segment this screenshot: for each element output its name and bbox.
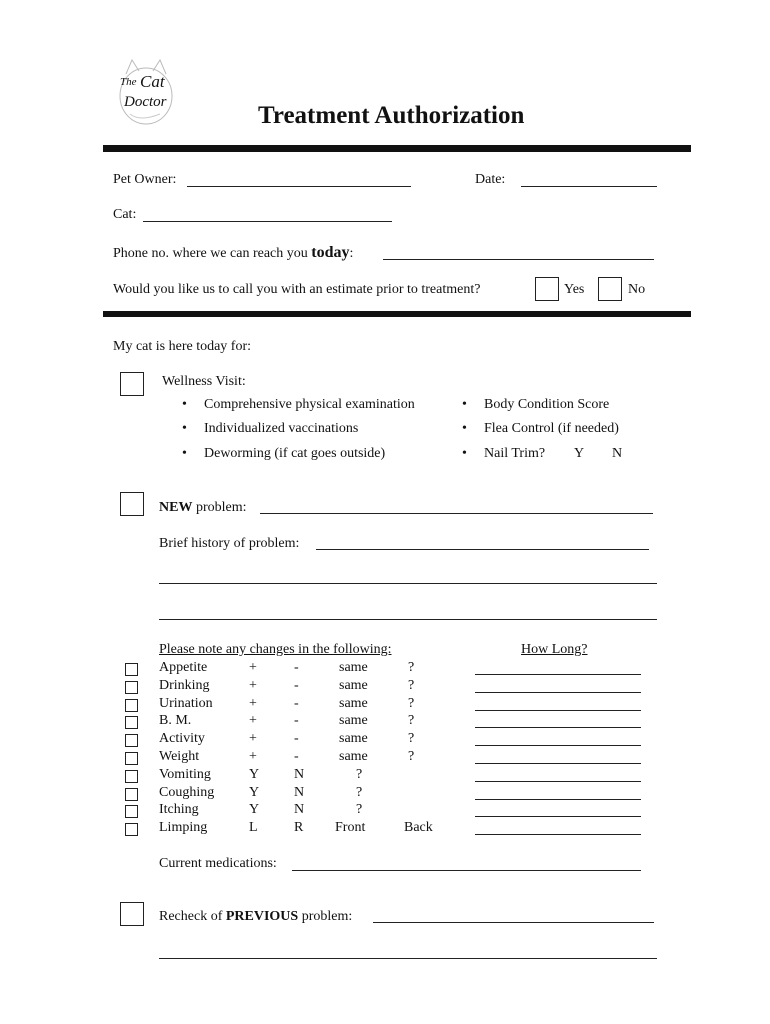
symptom-checkbox[interactable]: [125, 805, 138, 818]
symptom-name: Itching: [159, 802, 199, 818]
symptom-option-b: -: [294, 731, 299, 747]
history-field-line-3[interactable]: [159, 619, 657, 620]
symptom-name: Drinking: [159, 677, 210, 693]
symptom-option-a: +: [249, 713, 257, 729]
top-rule: [103, 145, 691, 152]
symptom-checkbox[interactable]: [125, 752, 138, 765]
phone-field[interactable]: [383, 259, 654, 260]
symptom-checkbox[interactable]: [125, 823, 138, 836]
wellness-item: • Flea Control (if needed): [484, 421, 619, 437]
symptom-checkbox[interactable]: [125, 663, 138, 676]
logo-word-cat: Cat: [140, 72, 165, 91]
symptom-option-a: +: [249, 731, 257, 747]
cat-label: Cat:: [113, 207, 137, 222]
symptom-option-d: ?: [408, 695, 415, 711]
medications-field[interactable]: [292, 870, 641, 871]
logo-word-the: The: [120, 76, 137, 88]
recheck-field[interactable]: [373, 922, 654, 923]
changes-heading: Please note any changes in the following:: [159, 642, 392, 657]
symptom-checkbox[interactable]: [125, 699, 138, 712]
recheck-field-line-2[interactable]: [159, 958, 657, 959]
estimate-yes-label: Yes: [564, 282, 585, 297]
symptom-option-c: Front: [335, 820, 366, 836]
symptom-option-a: +: [249, 695, 257, 711]
how-long-field[interactable]: [475, 727, 641, 728]
recheck-prefix: Recheck of: [159, 909, 226, 924]
new-problem-bold: NEW: [159, 500, 193, 515]
pet-owner-field[interactable]: [187, 186, 411, 187]
history-field[interactable]: [316, 549, 649, 550]
cat-doctor-logo: [112, 54, 178, 128]
symptom-option-d: ?: [408, 677, 415, 693]
symptom-option-b: -: [294, 713, 299, 729]
date-field[interactable]: [521, 186, 657, 187]
how-long-field[interactable]: [475, 674, 641, 675]
date-label: Date:: [475, 172, 506, 187]
symptom-option-d: ?: [408, 713, 415, 729]
symptom-checkbox[interactable]: [125, 788, 138, 801]
symptom-option-d: Back: [404, 820, 433, 836]
symptom-option-c: same: [339, 677, 368, 693]
how-long-field[interactable]: [475, 710, 641, 711]
phone-label-prefix: Phone no. where we can reach you: [113, 246, 312, 261]
how-long-field[interactable]: [475, 816, 641, 817]
symptom-name: Coughing: [159, 784, 215, 800]
recheck-bold: PREVIOUS: [225, 909, 299, 924]
how-long-field[interactable]: [475, 692, 641, 693]
symptom-checkbox[interactable]: [125, 716, 138, 729]
symptom-option-b: N: [294, 802, 305, 818]
symptom-option-a: +: [249, 749, 257, 764]
how-long-field[interactable]: [475, 763, 641, 764]
logo-word-doctor: Doctor: [124, 94, 167, 110]
phone-label-suffix: :: [349, 246, 354, 261]
symptom-option-b: R: [294, 820, 304, 836]
medications-label: Current medications:: [159, 856, 277, 871]
symptom-option-a: Y: [249, 766, 260, 782]
wellness-item: • Body Condition Score: [484, 397, 609, 413]
nail-trim-no: N: [612, 446, 623, 461]
wellness-label: Wellness Visit:: [162, 374, 246, 389]
history-field-line-2[interactable]: [159, 583, 657, 584]
pet-owner-label: Pet Owner:: [113, 172, 177, 187]
cat-field[interactable]: [143, 221, 392, 222]
how-long-field[interactable]: [475, 745, 641, 746]
estimate-yes-checkbox[interactable]: [535, 277, 559, 301]
symptom-option-a: L: [249, 820, 258, 836]
symptom-option-d: ?: [408, 660, 415, 675]
symptom-option-d: ?: [408, 749, 415, 764]
symptom-name: B. M.: [159, 713, 192, 729]
symptom-option-c: ?: [356, 784, 363, 800]
recheck-label: [159, 909, 352, 925]
history-label: Brief history of problem:: [159, 536, 300, 551]
nail-trim-yes: Y: [574, 446, 585, 461]
symptom-option-c: same: [339, 749, 368, 764]
estimate-no-checkbox[interactable]: [598, 277, 622, 301]
how-long-field[interactable]: [475, 781, 641, 782]
symptom-option-b: N: [294, 766, 305, 782]
page-title: Treatment Authorization: [258, 102, 525, 129]
symptom-name: Weight: [159, 749, 200, 764]
phone-label: [113, 244, 353, 262]
how-long-field[interactable]: [475, 799, 641, 800]
symptom-checkbox[interactable]: [125, 734, 138, 747]
middle-rule: [103, 311, 691, 317]
symptom-option-b: -: [294, 677, 299, 693]
wellness-item: • Comprehensive physical examination: [204, 397, 415, 413]
new-problem-label: [159, 500, 247, 516]
symptom-option-a: +: [249, 677, 257, 693]
symptom-checkbox[interactable]: [125, 681, 138, 694]
new-problem-field[interactable]: [260, 513, 653, 514]
symptom-option-b: N: [294, 784, 305, 800]
symptom-name: Limping: [159, 820, 208, 836]
how-long-heading: How Long?: [521, 642, 588, 657]
reason-label: My cat is here today for:: [113, 339, 252, 354]
symptom-option-b: -: [294, 695, 299, 711]
wellness-checkbox[interactable]: [120, 372, 144, 396]
symptom-option-c: same: [339, 695, 368, 711]
symptom-option-c: same: [339, 731, 368, 747]
new-problem-checkbox[interactable]: [120, 492, 144, 516]
estimate-no-label: No: [628, 282, 646, 297]
symptom-checkbox[interactable]: [125, 770, 138, 783]
symptom-name: Vomiting: [159, 766, 211, 782]
symptom-option-a: Y: [249, 802, 260, 818]
symptom-option-c: ?: [356, 766, 363, 782]
symptom-option-c: ?: [356, 802, 363, 818]
symptom-name: Activity: [159, 731, 205, 747]
phone-label-today: today: [311, 244, 350, 261]
estimate-question: Would you like us to call you with an estimate prior to treatment?: [113, 282, 481, 297]
how-long-field[interactable]: [475, 834, 641, 835]
symptom-option-a: +: [249, 660, 257, 675]
symptom-option-d: ?: [408, 731, 415, 747]
new-problem-rest: problem:: [192, 500, 247, 515]
symptom-option-c: same: [339, 713, 368, 729]
recheck-suffix: problem:: [298, 909, 353, 924]
wellness-item: • Deworming (if cat goes outside): [204, 446, 385, 462]
wellness-item: • Individualized vaccinations: [204, 421, 358, 437]
recheck-checkbox[interactable]: [120, 902, 144, 926]
symptom-name: Appetite: [159, 660, 208, 675]
symptom-option-b: -: [294, 660, 299, 675]
wellness-item: • Nail Trim?: [484, 446, 545, 462]
symptom-option-a: Y: [249, 784, 260, 800]
symptom-option-b: -: [294, 749, 299, 764]
symptom-name: Urination: [159, 695, 213, 711]
symptom-option-c: same: [339, 660, 368, 675]
